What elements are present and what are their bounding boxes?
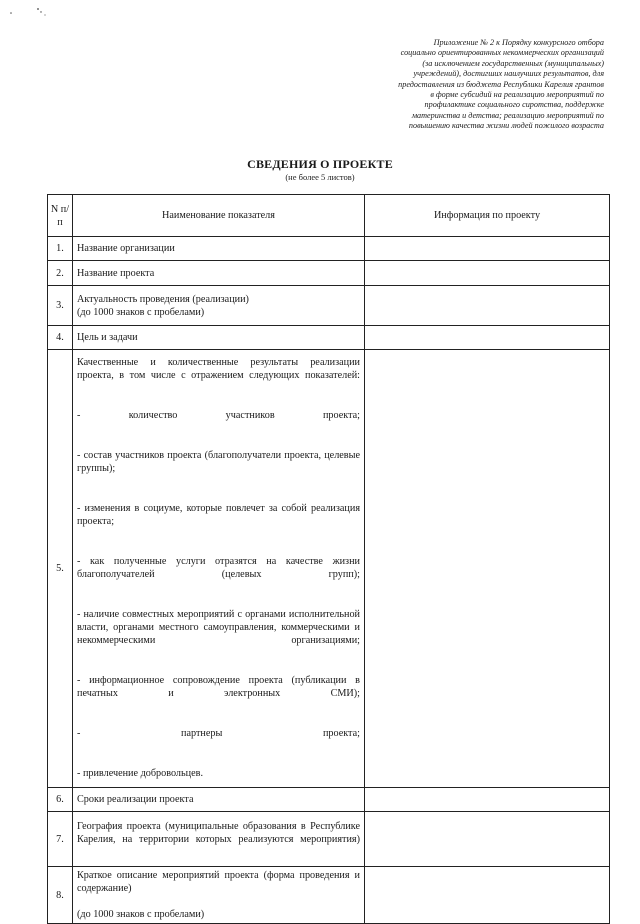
row-text: (до 1000 знаков с пробелами) — [77, 306, 205, 318]
table-row — [48, 286, 610, 326]
row-text: География проекта (муниципальные образования в Республике Карелия, на территории которых реализуются мероприятия) — [77, 820, 360, 845]
row-number: 8. — [48, 867, 73, 924]
row-number: 2. — [48, 261, 73, 286]
header-line: профилактике социального сиротства, поддержке — [424, 100, 604, 110]
table-row — [48, 788, 610, 812]
row-number: 7. — [48, 812, 73, 867]
row-indicator — [73, 286, 365, 326]
results-item: - партнеры проекта; — [77, 728, 360, 739]
row-indicator — [73, 261, 365, 286]
results-item: - количество участников проекта; — [77, 410, 360, 421]
row-info-cell[interactable] — [365, 350, 610, 788]
project-info-table — [47, 194, 610, 924]
row-text: Цель и задачи — [77, 332, 138, 343]
row-info-cell[interactable] — [365, 812, 610, 867]
header-indicator: Наименование показателя — [73, 195, 365, 237]
table-row — [48, 326, 610, 350]
scan-specks — [0, 0, 60, 20]
header-line: в форме субсидий на реализацию мероприятий по — [430, 90, 604, 100]
results-item: - изменения в социуме, которые повлечет за собой реализация проекта; — [77, 503, 360, 527]
row-info-cell[interactable] — [365, 867, 610, 924]
table-row — [48, 812, 610, 867]
document-subtitle: (не более 5 листов) — [285, 172, 355, 182]
table-row — [48, 237, 610, 261]
row-indicator — [73, 788, 365, 812]
row-indicator — [73, 812, 365, 867]
row-info-cell[interactable] — [365, 326, 610, 350]
row-number: 6. — [48, 788, 73, 812]
header-line: (за исключением государственных (муниципальных) — [422, 58, 604, 68]
row-info-cell[interactable] — [365, 237, 610, 261]
appendix-header — [304, 38, 604, 132]
results-item: - как полученные услуги отразятся на качестве жизни благополучателей (целевых групп); — [77, 556, 360, 580]
row-number: 1. — [48, 237, 73, 261]
row-indicator — [73, 326, 365, 350]
row-number: 5. — [48, 350, 73, 788]
header-line: учреждений), достигших наилучших результатов, для — [413, 69, 604, 79]
results-item: - информационное сопровождение проекта (публикации в печатных и электронных СМИ); — [77, 675, 360, 699]
row-indicator — [73, 237, 365, 261]
row-text: Название проекта — [77, 267, 155, 279]
row-info-cell[interactable] — [365, 788, 610, 812]
table-row — [48, 867, 610, 924]
header-line: повышению качества жизни людей пожилого возраста — [408, 121, 604, 131]
row-info-cell[interactable] — [365, 261, 610, 286]
table-header-row — [48, 195, 610, 237]
results-item: - привлечение добровольцев. — [77, 768, 203, 779]
row-indicator — [73, 350, 365, 788]
row-text: Сроки реализации проекта — [77, 794, 194, 805]
results-item: - состав участников проекта (благополучатели проекта, целевые группы); — [77, 450, 360, 474]
header-line: предоставления из бюджета Республики Карелия грантов — [398, 79, 604, 89]
row-indicator — [73, 867, 365, 924]
header-line: материнства и детства; реализацию мероприятий по — [411, 110, 604, 120]
header-num: N п/п — [48, 195, 73, 237]
row-text: Актуальность проведения (реализации) — [77, 293, 249, 305]
header-info: Информация по проекту — [365, 195, 610, 237]
row-text: (до 1000 знаков с пробелами) — [77, 909, 205, 920]
row-number: 3. — [48, 286, 73, 326]
header-line: социально ориентированных некоммерческих организаций — [400, 48, 604, 58]
row-text: Краткое описание мероприятий проекта (форма проведения и содержание) — [77, 870, 360, 894]
table-row — [48, 350, 610, 788]
row-number: 4. — [48, 326, 73, 350]
row-text: Название организации — [77, 243, 175, 254]
row-info-cell[interactable] — [365, 286, 610, 326]
results-intro: Качественные и количественные результаты реализации проекта, в том числе с отражением следующих показателей: — [77, 357, 360, 381]
document-title: СВЕДЕНИЯ О ПРОЕКТЕ — [247, 157, 393, 171]
header-line: Приложение № 2 к Порядку конкурсного отбора — [433, 38, 604, 47]
table-row — [48, 261, 610, 286]
results-item: - наличие совместных мероприятий с органами исполнительной власти, органами местного самоуправления, коммерческими и некоммерческими организациями; — [77, 609, 360, 646]
